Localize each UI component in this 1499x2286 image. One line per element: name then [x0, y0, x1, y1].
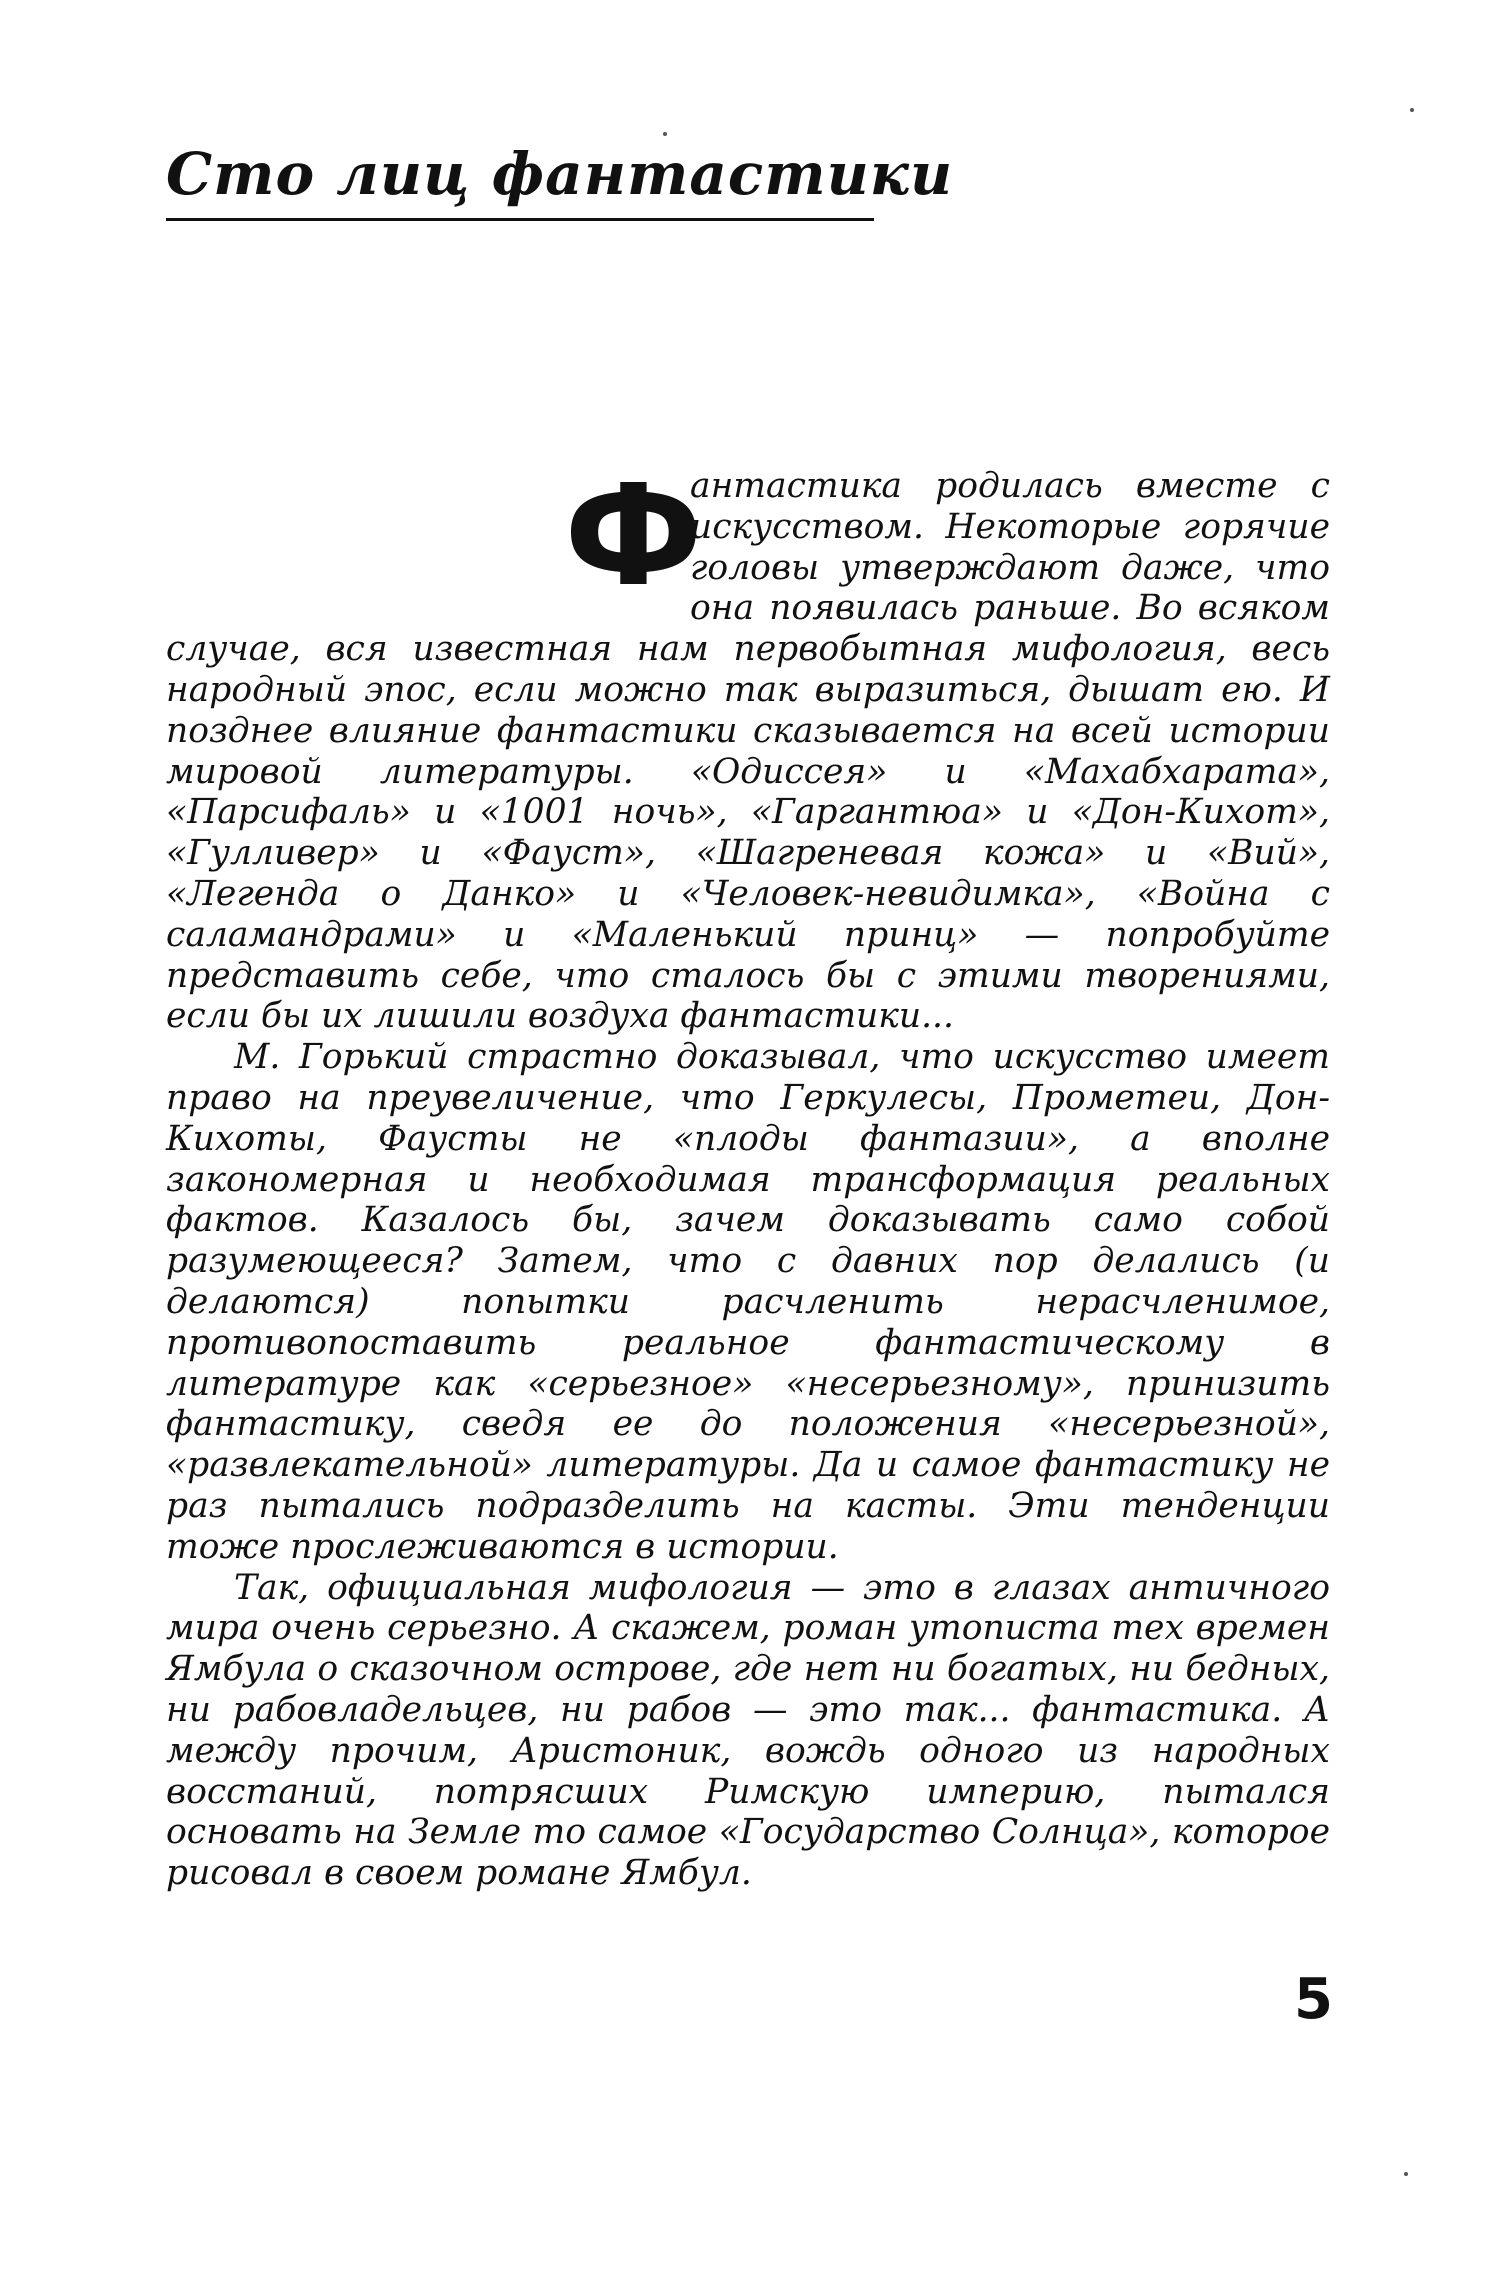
print-speck — [663, 132, 667, 136]
body-text — [166, 455, 1330, 1894]
paragraph-1-text: антастика родилась вместе с искусством. Некоторые горячие головы утверждают даже, что она появилась раньше. Во всяком случае, вся известная нам первобытная мифология, весь народный эпос, если можно так выразиться, дышат ею. И позднее влияние фантастики сказывается на всей истории мировой литературы. «Одиссея» и «Махабхарата», «Парсифаль» и «1001 ночь», «Гаргантюа» и «Дон-Кихот», «Гулливер» и «Фауст», «Шагреневая кожа» и «Вий», «Легенда о Данко» и «Человек-невидимка», «Война с саламандрами» и «Маленький принц» — попробуйте представить себе, что сталось бы с этими творениями, если бы их лишили воздуха фантастики... — [166, 466, 1330, 1037]
chapter-title: Сто лиц фантастики — [166, 140, 874, 221]
page-number: 5 — [1294, 1967, 1333, 2032]
drop-cap: Ф — [564, 455, 703, 618]
paragraph-3: Так, официальная мифология — это в глазах античного мира очень серьезно. А скажем, роман утописта тех времен Ямбула о сказочном острове, где нет ни богатых, ни бедных, ни рабовладельцев, ни рабов — это так... фантастика. А между прочим, Аристоник, вождь одного из народных восстаний, потрясших Римскую империю, пытался основать на Земле то самое «Государство Солнца», которое рисовал в своем романе Ямбул. — [166, 1567, 1330, 1894]
print-speck — [1404, 2172, 1408, 2176]
paragraph-1 — [166, 455, 1330, 1037]
print-speck — [1410, 108, 1414, 112]
paragraph-2: М. Горький страстно доказывал, что искусство имеет право на преувеличение, что Геркулесы, Прометеи, Дон-Кихоты, Фаусты не «плоды фантазии», а вполне закономерная и необходимая трансформация реальных фактов. Казалось бы, зачем доказывать само собой разумеющееся? Затем, что с давних пор делались (и делаются) попытки расчленить нерасчленимое, противопоставить реальное фантастическому в литературе как «серьезное» «несерьезному», принизить фантастику, сведя ее до положения «несерьезной», «развлекательной» литературы. Да и самое фантастику не раз пытались подразделить на касты. Эти тенденции тоже прослеживаются в истории. — [166, 1037, 1330, 1567]
